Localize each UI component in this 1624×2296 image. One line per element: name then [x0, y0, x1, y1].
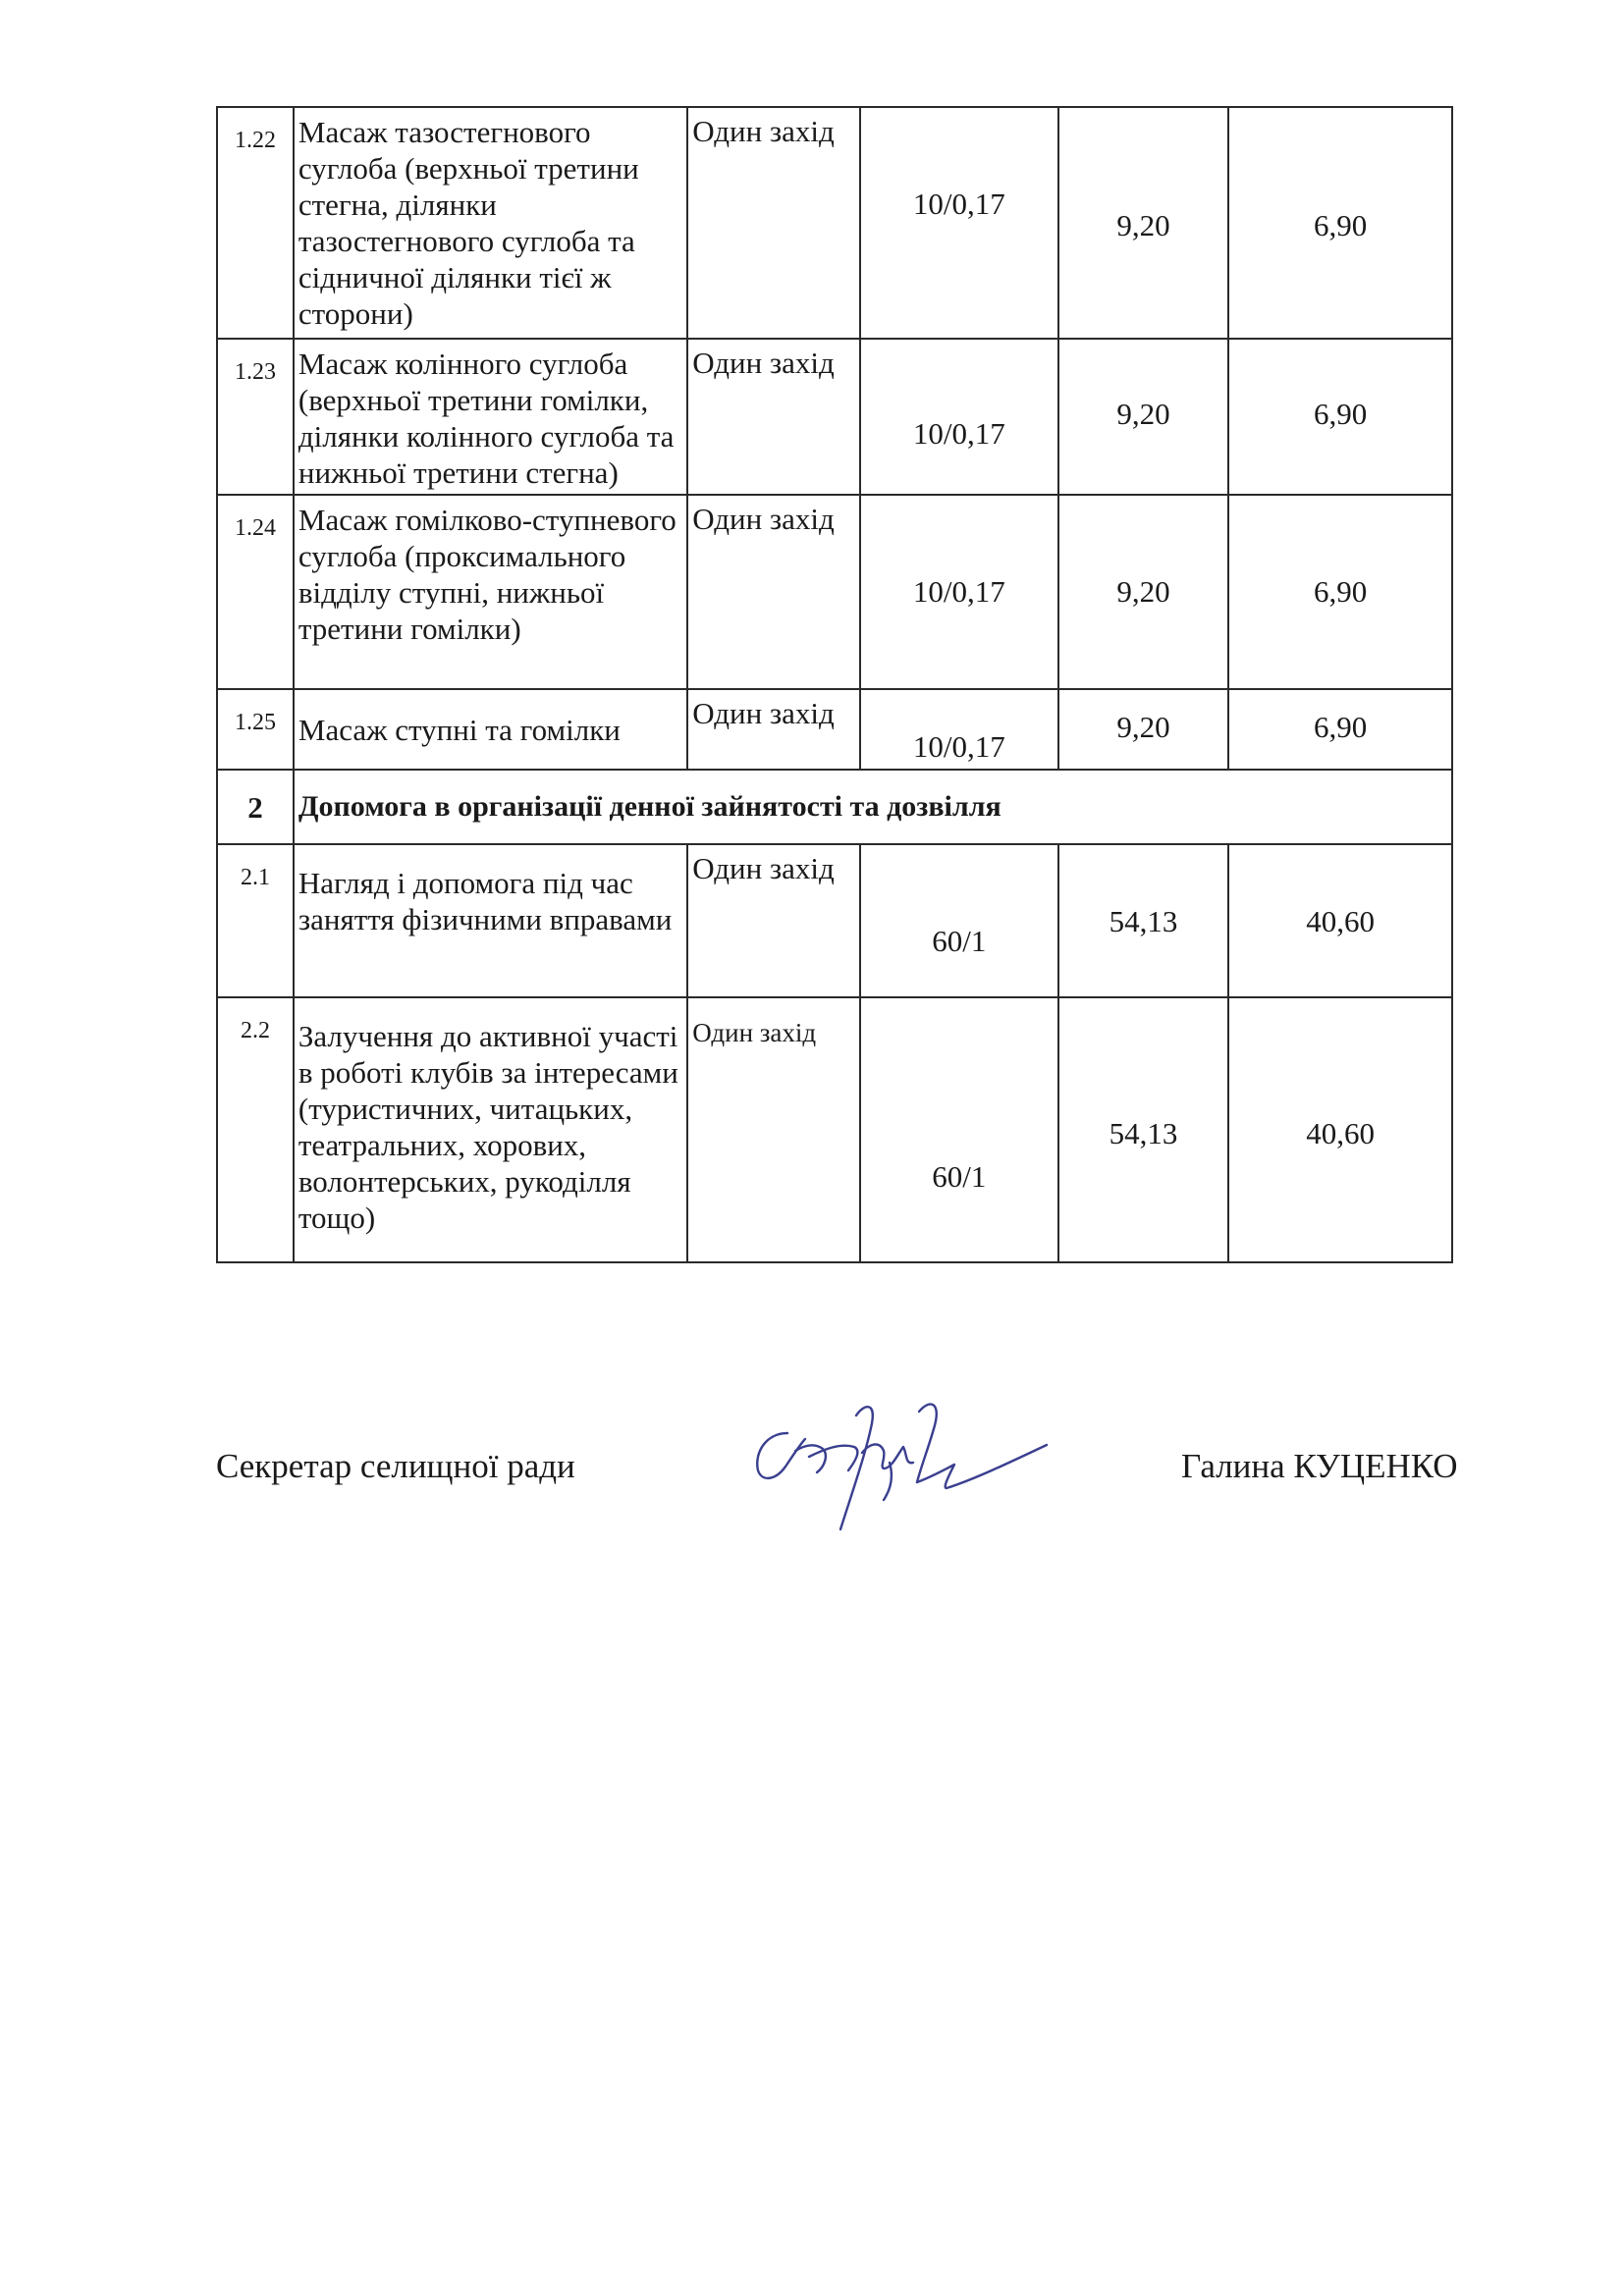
price-cell — [1059, 998, 1230, 1263]
unit-cell: Один захід — [688, 690, 861, 771]
price-cell — [1059, 496, 1230, 690]
row-number: 1.24 — [218, 496, 295, 690]
norm-cell — [861, 690, 1059, 771]
tariff-table — [216, 106, 1453, 1263]
norm-value: 10/0,17 — [912, 729, 1005, 764]
unit-cell: Один захід — [688, 496, 861, 690]
section-title: Допомога в організації денної зайнятості та дозвілля — [295, 771, 1453, 845]
price-cell — [1059, 108, 1230, 340]
price-cell — [1229, 998, 1453, 1263]
norm-value: 60/1 — [932, 1159, 987, 1194]
price-cell — [1229, 496, 1453, 690]
price-value: 9,20 — [1116, 710, 1170, 744]
row-number: 2.2 — [218, 998, 295, 1263]
price-cell — [1229, 340, 1453, 496]
price-value: 9,20 — [1116, 208, 1170, 242]
price-cell — [1059, 340, 1230, 496]
price-value: 6,90 — [1314, 208, 1368, 242]
row-number: 1.25 — [218, 690, 295, 771]
price-value: 9,20 — [1116, 574, 1170, 609]
service-name: Масаж тазостегнового суглоба (верхньої третини стегна, ділянки тазостегнового суглоба та сідничної ділянки тієї ж сторони) — [295, 108, 688, 340]
unit-cell: Один захід — [688, 845, 861, 998]
norm-cell — [861, 108, 1059, 340]
norm-value: 60/1 — [932, 924, 987, 958]
price-cell — [1229, 690, 1453, 771]
handwritten-signature — [746, 1394, 1060, 1571]
price-cell — [1059, 690, 1230, 771]
price-value: 6,90 — [1314, 574, 1368, 609]
signer-name: Галина КУЦЕНКО — [1181, 1447, 1458, 1485]
price-value: 6,90 — [1314, 397, 1368, 431]
service-name — [295, 845, 688, 998]
unit-cell: Один захід — [688, 340, 861, 496]
price-cell — [1059, 845, 1230, 998]
norm-value: 10/0,17 — [912, 416, 1005, 451]
row-number: 1.22 — [218, 108, 295, 340]
service-name: Масаж гомілково-ступневого суглоба (проксимального відділу ступні, нижньої третини гомілки) — [295, 496, 688, 690]
price-value: 54,13 — [1109, 1116, 1178, 1150]
section-row — [216, 771, 1453, 845]
row-number: 1.23 — [218, 340, 295, 496]
table-row — [216, 998, 1453, 1263]
table-row — [216, 106, 1453, 340]
norm-cell — [861, 845, 1059, 998]
price-value: 40,60 — [1306, 904, 1376, 938]
table-row — [216, 340, 1453, 496]
service-name-text: Масаж ступні та гомілки — [298, 713, 621, 747]
unit-cell: Один захід — [688, 998, 861, 1263]
norm-cell — [861, 998, 1059, 1263]
norm-cell — [861, 496, 1059, 690]
signature-block — [0, 1433, 1624, 1571]
service-name: Масаж колінного суглоба (верхньої третини гомілки, ділянки колінного суглоба та нижньої третини стегна) — [295, 340, 688, 496]
price-cell — [1229, 845, 1453, 998]
service-name-text: Нагляд і допомога під час заняття фізичними вправами — [298, 866, 673, 936]
norm-cell — [861, 340, 1059, 496]
norm-value: 10/0,17 — [912, 574, 1005, 609]
table-row — [216, 496, 1453, 690]
unit-cell: Один захід — [688, 108, 861, 340]
price-value: 54,13 — [1109, 904, 1178, 938]
service-name-text: Залучення до активної участі в роботі клубів за інтересами (туристичних, читацьких, театральних, хорових, волонтерських, рукоділля тощо) — [298, 1019, 678, 1235]
table-row — [216, 845, 1453, 998]
price-cell — [1229, 108, 1453, 340]
price-value: 6,90 — [1314, 710, 1368, 744]
service-name — [295, 998, 688, 1263]
signer-position: Секретар селищної ради — [216, 1447, 575, 1485]
norm-value: 10/0,17 — [912, 187, 1005, 221]
table-row — [216, 690, 1453, 771]
section-number: 2 — [218, 771, 295, 845]
price-value: 40,60 — [1306, 1116, 1376, 1150]
service-name — [295, 690, 688, 771]
price-value: 9,20 — [1116, 397, 1170, 431]
row-number: 2.1 — [218, 845, 295, 998]
